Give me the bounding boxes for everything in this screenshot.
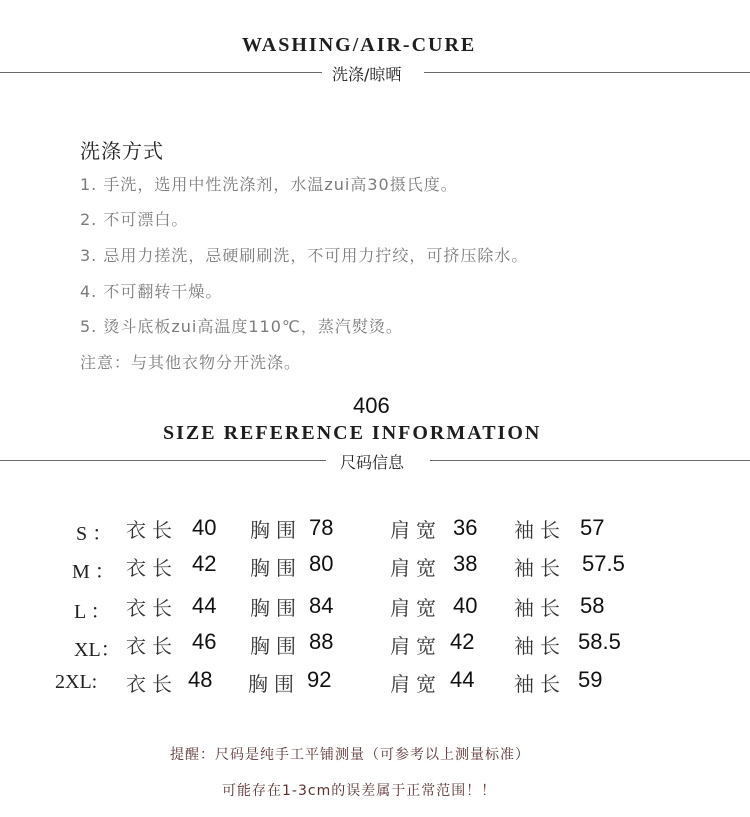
- washing-title-en: WASHING/AIR-CURE: [242, 34, 477, 56]
- shoulder-value: 42: [450, 629, 475, 654]
- size-title-en: SIZE REFERENCE INFORMATION: [163, 422, 542, 444]
- washing-divider-right: [424, 72, 750, 73]
- chest-label: 胸围: [250, 634, 302, 658]
- chest-label: 胸围: [250, 518, 302, 542]
- model-number: 406: [353, 393, 390, 418]
- shoulder-label: 肩宽: [390, 556, 442, 580]
- size-label: M ：: [72, 561, 115, 583]
- sleeve-value: 58: [580, 593, 605, 618]
- chest-value: 78: [309, 515, 334, 540]
- sleeve-label: 袖长: [514, 672, 566, 696]
- measurement-reminder: 提醒：尺码是纯手工平铺测量（可参考以上测量标准）: [170, 747, 530, 763]
- shoulder-label: 肩宽: [390, 518, 442, 542]
- washing-line-3: 3. 忌用力搓洗，忌硬刷刷洗，不可用力拧绞，可挤压除水。: [80, 246, 529, 265]
- error-margin-note: 可能存在1-3cm的误差属于正常范围！！: [222, 783, 497, 799]
- size-label: 2XL:: [55, 671, 98, 693]
- sleeve-value: 59: [578, 667, 603, 692]
- sleeve-value: 57: [580, 515, 605, 540]
- washing-line-2: 2. 不可漂白。: [80, 210, 189, 229]
- shoulder-value: 38: [453, 551, 478, 576]
- sleeve-label: 袖长: [514, 634, 566, 658]
- length-label: 衣长: [126, 518, 178, 542]
- shoulder-value: 44: [450, 667, 475, 692]
- size-label: XL：: [74, 639, 121, 661]
- chest-value: 84: [309, 593, 334, 618]
- chest-label: 胸围: [250, 556, 302, 580]
- size-row-m: [0, 550, 750, 586]
- shoulder-value: 40: [453, 593, 478, 618]
- size-label: S ：: [76, 523, 113, 545]
- length-label: 衣长: [126, 634, 178, 658]
- shoulder-label: 肩宽: [390, 634, 442, 658]
- length-label: 衣长: [126, 672, 178, 696]
- shoulder-label: 肩宽: [390, 672, 442, 696]
- chest-label: 胸围: [248, 672, 300, 696]
- washing-divider-left: [0, 72, 322, 73]
- washing-line-4: 4. 不可翻转干燥。: [80, 282, 223, 301]
- size-label: L ：: [74, 601, 111, 623]
- length-value: 42: [192, 551, 217, 576]
- size-divider-left: [0, 460, 326, 461]
- washing-line-5: 5. 烫斗底板zui高温度110℃，蒸汽熨烫。: [80, 317, 403, 336]
- size-title-cn: 尺码信息: [340, 453, 405, 472]
- washing-method-heading: 洗涤方式: [80, 139, 164, 163]
- shoulder-value: 36: [453, 515, 478, 540]
- sleeve-label: 袖长: [514, 556, 566, 580]
- shoulder-label: 肩宽: [390, 596, 442, 620]
- sleeve-label: 袖长: [514, 596, 566, 620]
- size-divider-right: [430, 460, 750, 461]
- chest-label: 胸围: [250, 596, 302, 620]
- chest-value: 92: [307, 667, 332, 692]
- size-row-s: [0, 512, 750, 548]
- length-value: 40: [192, 515, 217, 540]
- length-label: 衣长: [126, 596, 178, 620]
- length-value: 46: [192, 629, 217, 654]
- sleeve-label: 袖长: [514, 518, 566, 542]
- length-value: 48: [188, 667, 213, 692]
- sleeve-value: 57.5: [582, 551, 625, 576]
- length-value: 44: [192, 593, 217, 618]
- chest-value: 80: [309, 551, 334, 576]
- chest-value: 88: [309, 629, 334, 654]
- washing-title-cn: 洗涤/晾晒: [332, 65, 402, 84]
- length-label: 衣长: [126, 556, 178, 580]
- size-row-2xl: [0, 666, 750, 702]
- washing-note: 注意：与其他衣物分开洗涤。: [80, 353, 302, 372]
- washing-line-1: 1. 手洗，选用中性洗涤剂，水温zui高30摄氏度。: [80, 175, 458, 194]
- size-row-l: [0, 590, 750, 626]
- sleeve-value: 58.5: [578, 629, 621, 654]
- size-row-xl: [0, 628, 750, 664]
